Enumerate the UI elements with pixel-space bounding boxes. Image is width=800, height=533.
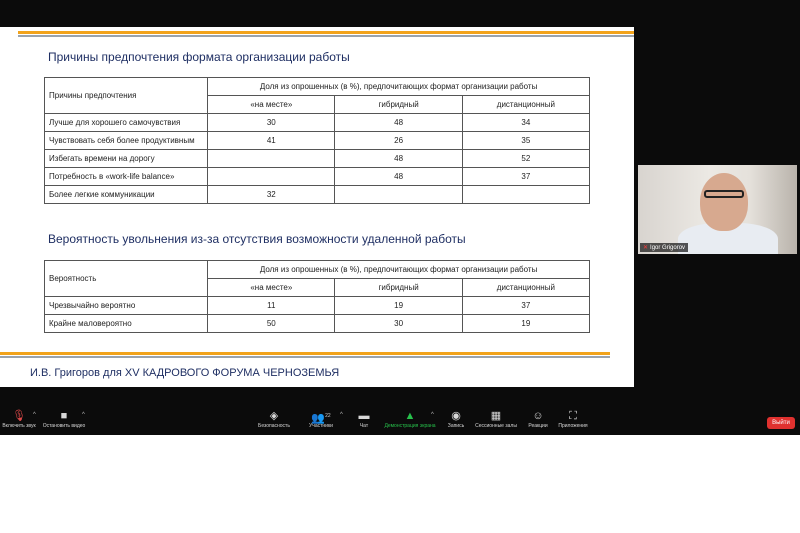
table-column-header: гибридный — [335, 96, 462, 114]
table-cell — [462, 186, 589, 204]
mic-muted-icon: ✕ — [643, 245, 649, 251]
participant-name: Igor Grigorov — [650, 245, 686, 251]
meeting-toolbar — [0, 410, 800, 435]
unmute-label: Включить звук — [2, 423, 36, 429]
chat-label: Чат — [359, 423, 369, 429]
grid-icon: ▦ — [490, 410, 502, 422]
participants-label: Участники — [309, 423, 333, 429]
table-column-header: «на месте» — [208, 96, 335, 114]
table-row-label: Крайне маловероятно — [45, 315, 208, 333]
apps-icon: ⛶ — [569, 410, 577, 422]
slide-title-dismissal: Вероятность увольнения из-за отсутствия возможности удаленной работы — [48, 232, 466, 246]
table-cell: 19 — [335, 297, 462, 315]
table-row-header: Вероятность — [45, 261, 208, 297]
table-cell: 26 — [335, 132, 462, 150]
dismissal-table — [44, 260, 590, 333]
camera-icon: ■ — [60, 410, 68, 422]
slide-top-stripe — [18, 31, 634, 39]
table-cell: 48 — [335, 114, 462, 132]
table-cell: 32 — [208, 186, 335, 204]
table-cell: 48 — [335, 168, 462, 186]
table-cell: 37 — [462, 297, 589, 315]
stop-video-label: Остановить видео — [42, 423, 86, 429]
stop-video-button[interactable] — [42, 410, 86, 435]
reactions-label: Реакции — [528, 423, 548, 429]
apps-label: Приложения — [558, 423, 588, 429]
table-row-label: Чрезвычайно вероятно — [45, 297, 208, 315]
shield-icon: ◈ — [269, 410, 279, 422]
table-row-label: Более легкие коммуникации — [45, 186, 208, 204]
table-group-header: Доля из опрошенных (в %), предпочитающих формат организации работы — [208, 78, 590, 96]
table-row — [45, 297, 590, 315]
slide-title-preferences: Причины предпочтения формата организации работы — [48, 50, 350, 64]
table-cell: 50 — [208, 315, 335, 333]
table-cell — [208, 150, 335, 168]
table-cell: 11 — [208, 297, 335, 315]
chat-button[interactable] — [356, 410, 372, 435]
table-cell: 35 — [462, 132, 589, 150]
participants-button[interactable] — [307, 410, 335, 435]
slide-footer: И.В. Григоров для XV КАДРОВОГО ФОРУМА ЧЕРНОЗЕМЬЯ — [30, 367, 340, 379]
table-column-header: «на месте» — [208, 279, 335, 297]
table-row — [45, 315, 590, 333]
record-button[interactable] — [446, 410, 466, 435]
breakout-rooms-label: Сессионные залы — [475, 423, 517, 429]
chevron-up-icon[interactable]: ^ — [33, 412, 36, 418]
participant-face — [700, 173, 748, 231]
table-cell: 34 — [462, 114, 589, 132]
record-label: Запись — [447, 423, 465, 429]
table-row-label: Чувствовать себя более продуктивным — [45, 132, 208, 150]
chevron-up-icon[interactable]: ^ — [82, 412, 85, 418]
chat-bubble-icon: ▬ — [358, 410, 370, 422]
chevron-up-icon[interactable]: ^ — [431, 412, 434, 418]
table-row — [45, 132, 590, 150]
table-column-header: дистанционный — [462, 279, 589, 297]
apps-button[interactable] — [556, 410, 590, 435]
slide-bottom-stripe — [0, 352, 610, 360]
record-icon: ◉ — [451, 410, 461, 422]
table-cell: 48 — [335, 150, 462, 168]
table-column-header: дистанционный — [462, 96, 589, 114]
share-screen-label: Демонстрация экрана — [384, 423, 436, 429]
table-column-header: гибридный — [335, 279, 462, 297]
participants-count: 22 — [325, 413, 331, 419]
table-group-header: Доля из опрошенных (в %), предпочитающих формат организации работы — [208, 261, 590, 279]
chevron-up-icon[interactable]: ^ — [340, 412, 343, 418]
share-screen-icon: ▲ — [404, 410, 416, 422]
table-row — [45, 186, 590, 204]
table-cell: 30 — [208, 114, 335, 132]
table-row — [45, 150, 590, 168]
table-cell: 30 — [335, 315, 462, 333]
smiley-icon: ☺ — [532, 410, 544, 422]
table-cell — [208, 168, 335, 186]
table-row-label: Потребность в «work-life balance» — [45, 168, 208, 186]
share-screen-button[interactable] — [383, 410, 437, 435]
table-row-header: Причины предпочтения — [45, 78, 208, 114]
participant-video-tile[interactable] — [638, 165, 797, 254]
unmute-button[interactable] — [2, 410, 36, 435]
table-row-label: Избегать времени на дорогу — [45, 150, 208, 168]
breakout-rooms-button[interactable] — [474, 410, 518, 435]
table-row — [45, 168, 590, 186]
table-cell: 19 — [462, 315, 589, 333]
table-cell: 37 — [462, 168, 589, 186]
people-icon: 👥$^{22}$ — [311, 412, 331, 425]
table-cell — [335, 186, 462, 204]
microphone-muted-icon: 🎙 — [12, 410, 26, 422]
participant-name-tag — [640, 243, 688, 252]
table-row-label: Лучше для хорошего самочувствия — [45, 114, 208, 132]
preferences-table — [44, 77, 590, 204]
table-row — [45, 114, 590, 132]
security-label: Безопасность — [258, 423, 290, 429]
table-cell: 52 — [462, 150, 589, 168]
reactions-button[interactable] — [527, 410, 549, 435]
security-button[interactable] — [256, 410, 292, 435]
leave-button[interactable]: Выйти — [767, 417, 795, 429]
table-cell: 41 — [208, 132, 335, 150]
shared-slide — [0, 27, 634, 387]
